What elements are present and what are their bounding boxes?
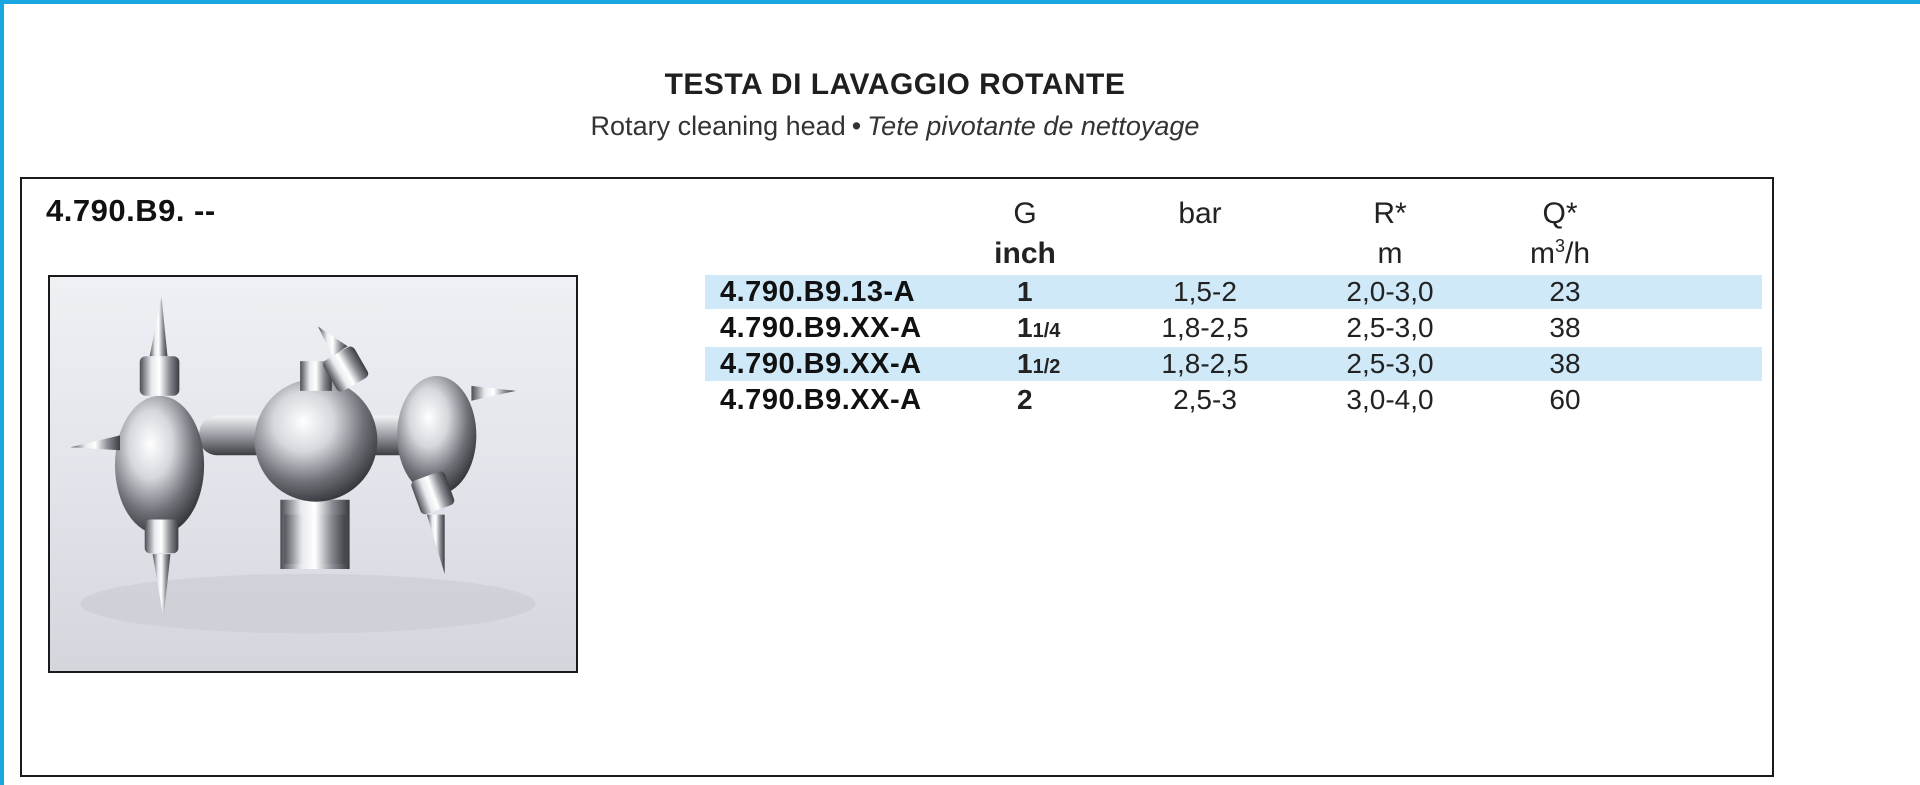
table-row-2-r: 2,5-3,0 xyxy=(1346,312,1434,343)
product-photo xyxy=(48,275,578,673)
table-row-1-g xyxy=(1017,276,1033,308)
subtitle-separator: • xyxy=(851,111,862,141)
table-row-4-model: 4.790.B9.XX-A xyxy=(720,384,922,416)
rotary-cleaning-head-photo-icon xyxy=(50,277,576,671)
product-code: 4.790.B9. -- xyxy=(46,193,216,228)
table-row-3-g xyxy=(1017,348,1060,380)
header-q-unit-tail: /h xyxy=(1564,237,1591,270)
table-row-2-q: 38 xyxy=(1549,312,1581,343)
table-row-1-bar: 1,5-2 xyxy=(1173,276,1237,307)
table-row-1-q: 23 xyxy=(1549,276,1581,307)
page-top-border xyxy=(0,0,1920,4)
subtitle-english: Rotary cleaning head xyxy=(590,111,846,141)
header-q-unit-sup: 3 xyxy=(1554,236,1565,256)
subtitle-french: Tete pivotante de nettoyage xyxy=(867,111,1200,141)
header-q-unit xyxy=(1505,237,1615,271)
table-row-3-q: 38 xyxy=(1549,348,1581,379)
table-row-2-g-frac: 1/4 xyxy=(1032,320,1061,342)
header-bar: bar xyxy=(1178,197,1222,230)
table-row-1-r: 2,0-3,0 xyxy=(1346,276,1434,307)
table-row-1-model: 4.790.B9.13-A xyxy=(720,276,916,308)
table-row-3-bar: 1,8-2,5 xyxy=(1161,348,1249,379)
header-q: Q* xyxy=(1542,197,1578,230)
table-row-2-model: 4.790.B9.XX-A xyxy=(720,312,922,344)
header-q-unit-base: m xyxy=(1529,237,1555,270)
table-row-3-r: 2,5-3,0 xyxy=(1346,348,1434,379)
table-row-3-model: 4.790.B9.XX-A xyxy=(720,348,922,380)
table-row-3-g-whole: 1 xyxy=(1017,348,1033,379)
page-title: TESTA DI LAVAGGIO ROTANTE xyxy=(664,68,1126,101)
page-subtitle xyxy=(0,111,1790,142)
table-row-1-g-whole: 1 xyxy=(1017,276,1033,307)
header-r: R* xyxy=(1373,197,1407,230)
table-row-4-g xyxy=(1017,384,1033,416)
header-r-unit: m xyxy=(1377,237,1403,270)
table-row-4-r: 3,0-4,0 xyxy=(1346,384,1434,415)
header-g-unit: inch xyxy=(994,237,1056,270)
table-row-2-bar: 1,8-2,5 xyxy=(1161,312,1249,343)
table-row-4-bar: 2,5-3 xyxy=(1173,384,1237,415)
table-row-3-g-frac: 1/2 xyxy=(1032,356,1061,378)
table-row-4-q: 60 xyxy=(1549,384,1581,415)
table-row-4-g-whole: 2 xyxy=(1017,384,1033,415)
table-row-2-g xyxy=(1017,312,1060,344)
header-g: G xyxy=(1013,197,1037,230)
table-row-2-g-whole: 1 xyxy=(1017,312,1033,343)
